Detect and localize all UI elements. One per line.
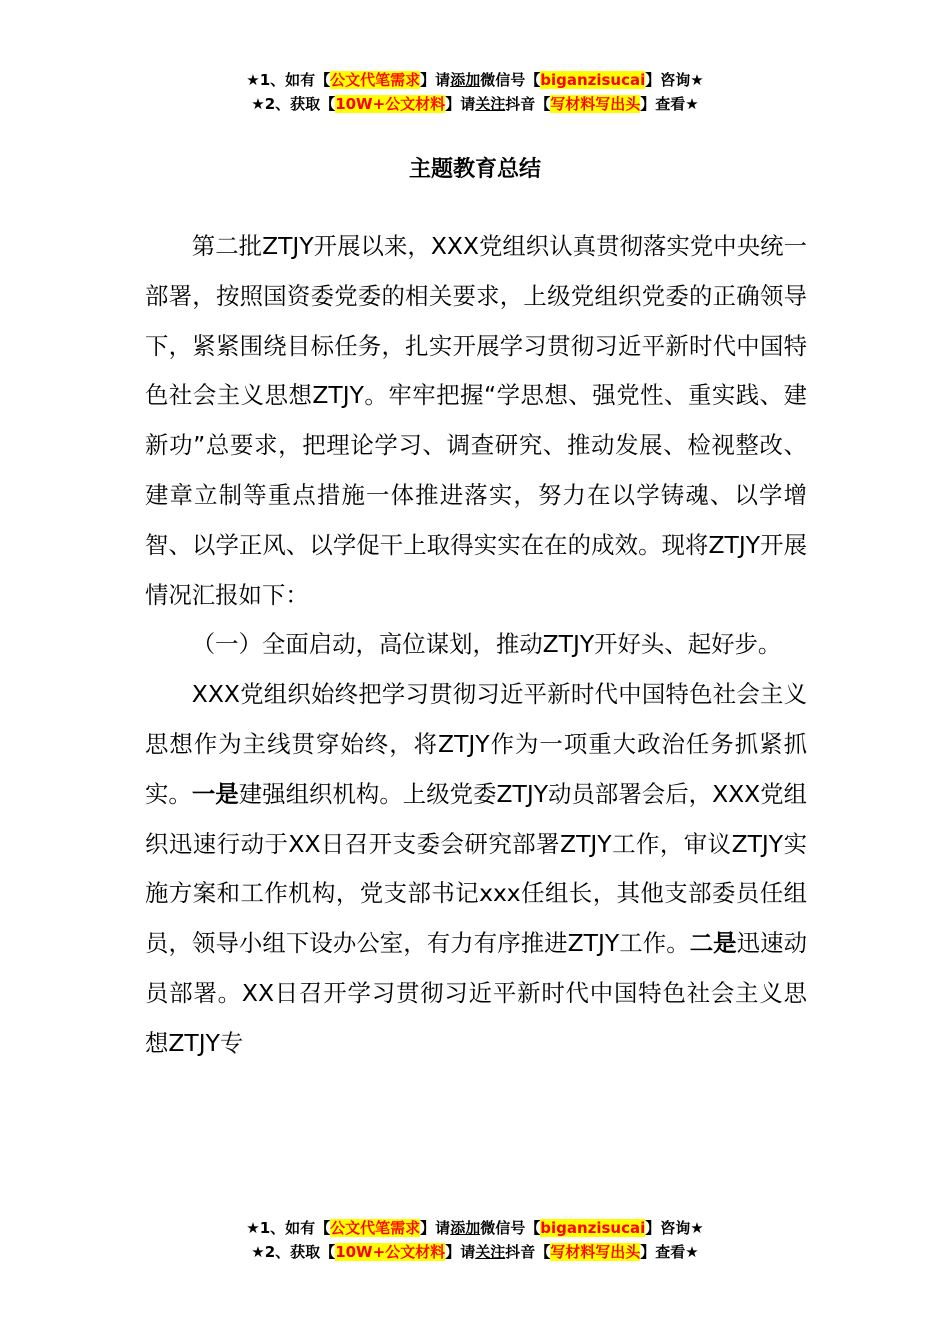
- banner-underline: 关注: [475, 95, 506, 113]
- banner-highlight: 写材料写出头: [550, 1243, 641, 1261]
- banner-text: ★2、获取【: [251, 95, 336, 113]
- banner-text: 微信号【: [480, 1219, 541, 1237]
- paragraph-section-1: [145, 670, 807, 1068]
- banner-text: 】咨询★: [645, 1219, 704, 1237]
- banner-text: ★2、获取【: [251, 1243, 336, 1261]
- banner-underline: 添加: [450, 1219, 481, 1237]
- header-banner: [0, 68, 950, 116]
- banner-underline: 关注: [475, 1243, 506, 1261]
- banner-text: 】咨询★: [645, 71, 704, 89]
- banner-highlight: biganzisucai: [540, 1219, 646, 1237]
- banner-text: 】查看★: [640, 1243, 699, 1261]
- banner-text: ★1、如有【: [246, 1219, 331, 1237]
- banner-text: 抖音【: [505, 1243, 551, 1261]
- banner-highlight: 10W+公文材料: [335, 1243, 446, 1261]
- paragraph-text: XXX党组织始终把学习贯彻习近平新时代中国特色社会主义思想作为主线贯穿始终，将ZTJY作为一项重大政治任务抓紧抓实。: [145, 680, 807, 808]
- banner-highlight: 公文代笔需求: [330, 71, 421, 89]
- bold-marker: 一是: [191, 779, 239, 808]
- banner-highlight: biganzisucai: [540, 71, 646, 89]
- banner-line-1: [0, 68, 950, 92]
- banner-text: 】请: [420, 71, 451, 89]
- document-body: [145, 222, 807, 1069]
- banner-line-1: [0, 1216, 950, 1240]
- footer-banner: [0, 1216, 950, 1264]
- paragraph-text: 迅速动员部署。XX日召开学习贯彻习近平新时代中国特色社会主义思想ZTJY专: [145, 929, 808, 1057]
- banner-text: 】请: [445, 95, 476, 113]
- banner-text: 抖音【: [505, 95, 551, 113]
- banner-text: 】查看★: [640, 95, 699, 113]
- banner-line-2: [0, 92, 950, 116]
- banner-highlight: 公文代笔需求: [330, 1219, 421, 1237]
- banner-text: 】请: [420, 1219, 451, 1237]
- banner-line-2: [0, 1240, 950, 1264]
- banner-highlight: 10W+公文材料: [335, 95, 446, 113]
- banner-text: ★1、如有【: [246, 71, 331, 89]
- paragraph-intro: 第二批ZTJY开展以来，XXX党组织认真贯彻落实党中央统一部署，按照国资委党委的相关要求，上级党组织党委的正确领导下，紧紧围绕目标任务，扎实开展学习贯彻习近平新时代中国特色社会主义思想ZTJY。牢牢把握“学思想、强党性、重实践、建新功”总要求，把理论学习、调查研究、推动发展、检视整改、建章立制等重点措施一体推进落实，努力在以学铸魂、以学增智、以学正风、以学促干上取得实实在在的成效。现将ZTJY开展情况汇报如下：: [145, 232, 807, 609]
- document-title: 主题教育总结: [408, 157, 541, 182]
- banner-text: 】请: [445, 1243, 476, 1261]
- section-heading: （一）全面启动，高位谋划，推动ZTJY开好头、起好步。: [191, 630, 782, 659]
- banner-underline: 添加: [450, 71, 481, 89]
- banner-text: 微信号【: [480, 71, 541, 89]
- banner-highlight: 写材料写出头: [550, 95, 641, 113]
- bold-marker: 二是: [689, 929, 737, 958]
- paragraph-text: 建强组织机构。上级党委ZTJY动员部署会后，XXX党组织迅速行动于XX日召开支委会研究部署ZTJY工作，审议ZTJY实施方案和工作机构，党支部书记xxx任组长，其他支部委员任组员，领导小组下设办公室，有力有序推进ZTJY工作。: [145, 779, 808, 958]
